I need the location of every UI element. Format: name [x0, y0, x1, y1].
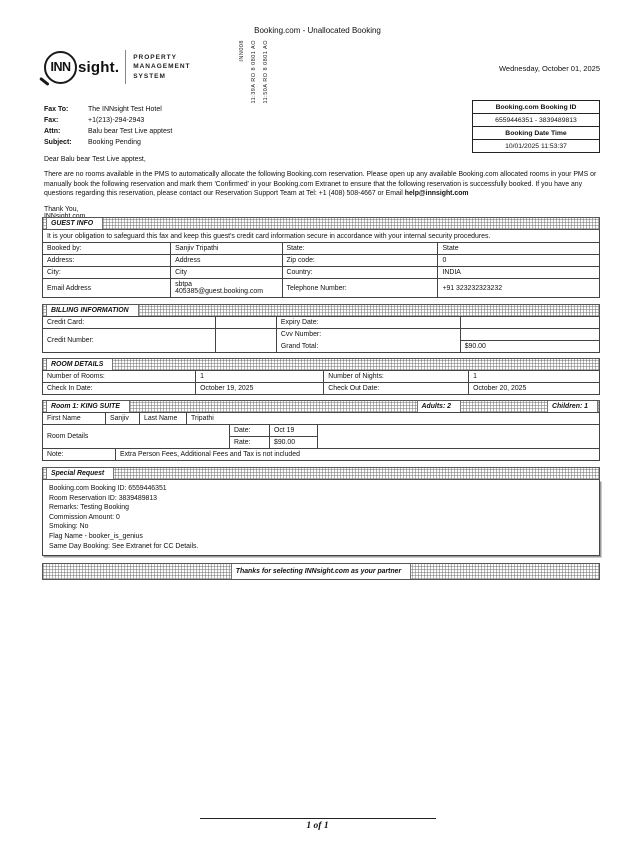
- first-name-label: First Name: [43, 413, 106, 425]
- table-row: [43, 413, 600, 425]
- billing-header: BILLING INFORMATION: [46, 305, 139, 316]
- booked-by-label: Booked by:: [43, 243, 171, 255]
- room1-section: [42, 400, 600, 461]
- date-value: Oct 19: [270, 425, 318, 437]
- guest-info-table: [42, 242, 600, 298]
- security-notice: It is your obligation to safeguard this fax and keep this guest's credit card information secure in accordance with your internal security procedures.: [42, 230, 600, 243]
- table-row: [43, 449, 600, 461]
- table-row: [43, 317, 600, 329]
- fax-header-row: [44, 104, 172, 115]
- booking-datetime-label: Booking Date Time: [473, 126, 599, 139]
- subject-value: Booking Pending: [88, 139, 141, 146]
- innsight-logo: [44, 50, 191, 84]
- credit-card-label: Credit Card:: [43, 317, 216, 329]
- booking-id-label: Booking.com Booking ID: [495, 103, 577, 111]
- note-value: Extra Person Fees, Additional Fees and Tax is not included: [116, 449, 600, 461]
- expiry-label: Expiry Date:: [276, 317, 460, 329]
- special-request-line: Smoking: No: [49, 523, 89, 531]
- city-value: City: [171, 267, 282, 279]
- zip-label: Zip code:: [282, 255, 438, 267]
- thanks-banner: [42, 563, 600, 580]
- checkin-value: October 19, 2025: [196, 383, 324, 395]
- fax-header-row: [44, 137, 172, 148]
- last-name-label: Last Name: [140, 413, 187, 425]
- credit-number-value: [215, 329, 276, 353]
- fax-number-label: Fax:: [44, 117, 59, 124]
- table-row: [43, 329, 600, 341]
- thanks-text: Thanks for selecting INNsight.com as your partner: [231, 564, 411, 579]
- phone-label: Telephone Number:: [282, 279, 438, 298]
- page-number: 1 of 1: [306, 821, 329, 831]
- fax-to-label: Fax To:: [44, 106, 69, 113]
- salutation: Dear Balu bear Test Live apptest,: [44, 156, 146, 163]
- fax-number-value: +1(213)-294-2943: [88, 117, 145, 124]
- fax-header-row: [44, 115, 172, 126]
- special-request-line: Remarks: Testing Booking: [49, 504, 129, 512]
- booking-id-box: [472, 100, 600, 153]
- rate-value: $90.00: [270, 437, 318, 449]
- fax-header-row: [44, 126, 172, 137]
- rate-spacer-cell: [318, 425, 600, 449]
- booking-id-value: 6559446351 - 3839489813: [473, 113, 599, 126]
- checkout-label: Check Out Date:: [324, 383, 469, 395]
- credit-card-value: [215, 317, 276, 329]
- billing-table: [42, 316, 600, 353]
- table-row: [43, 371, 600, 383]
- subject-label: Subject:: [44, 139, 72, 146]
- checkin-label: Check In Date:: [43, 383, 196, 395]
- logo-inn-text: INN: [44, 51, 77, 84]
- fax-header-block: [44, 104, 172, 148]
- fax-to-value: The INNsight Test Hotel: [88, 106, 162, 113]
- tagline-line: PROPERTY: [133, 53, 177, 61]
- special-request-line: Flag Name - booker_is_genius: [49, 532, 143, 540]
- rate-label: Rate:: [230, 437, 270, 449]
- logo-divider: [125, 50, 126, 84]
- checkout-value: October 20, 2025: [469, 383, 600, 395]
- email-label: Email Address: [43, 279, 171, 298]
- letter-body: [44, 156, 600, 220]
- table-row: [43, 255, 600, 267]
- num-rooms-label: Number of Rooms:: [43, 371, 196, 383]
- fax-stamp-line: INN008: [239, 40, 245, 62]
- table-row: [43, 267, 600, 279]
- email-value: sbtpa 405385@guest.booking.com: [171, 279, 282, 298]
- tagline-line: MANAGEMENT: [133, 63, 191, 71]
- special-request-header-bar: [42, 467, 600, 480]
- guest-info-section: [42, 217, 600, 298]
- cvv-value: [460, 329, 599, 341]
- zip-value: 0: [438, 255, 600, 267]
- letter-paragraph: [44, 170, 600, 199]
- logo-brand-text: sight.: [78, 58, 120, 76]
- table-row: [43, 243, 600, 255]
- note-label: Note:: [43, 449, 116, 461]
- fax-transmission-stamp: [239, 40, 269, 104]
- support-email: help@innsight.com: [404, 190, 469, 198]
- country-value: INDIA: [438, 267, 600, 279]
- tagline-line: SYSTEM: [133, 72, 166, 80]
- special-request-box: [42, 480, 600, 556]
- room-rate-table: [42, 424, 600, 449]
- letter-text: There are no rooms available in the PMS to automatically allocate the following Booking.com reservation. Please open up any available Booking.com allocated rooms in your PMS or manually book the following reservation and mark them 'Confirmed' in your Booking.com Extranet to ensure that the following reservation is successfully booked. If you have any questions regarding this reservation, please contact our Reservation Support Team at Tel: +1 (408) 508-4667 or Email: [44, 171, 597, 198]
- expiry-value: [460, 317, 599, 329]
- closing: Thank You,: [44, 205, 79, 213]
- attn-value: Balu bear Test Live apptest: [88, 128, 173, 135]
- fax-stamp-line: 11:50A RO 8 0801 AO: [263, 40, 269, 104]
- num-rooms-value: 1: [196, 371, 324, 383]
- billing-section: [42, 304, 600, 353]
- table-row: [43, 279, 600, 298]
- special-request-line: Same Day Booking: See Extranet for CC Details.: [49, 542, 199, 550]
- state-label: State:: [282, 243, 438, 255]
- country-label: Country:: [282, 267, 438, 279]
- special-request-line: Booking.com Booking ID: 6559446351: [49, 485, 167, 492]
- guest-info-header: GUEST INFO: [46, 218, 103, 229]
- num-nights-value: 1: [469, 371, 600, 383]
- booked-by-value: Sanjiv Tripathi: [171, 243, 282, 255]
- page-title: Booking.com - Unallocated Booking: [254, 26, 381, 35]
- footer-rule: [200, 818, 436, 819]
- phone-value: +91 323232323232: [438, 279, 600, 298]
- credit-number-label: Credit Number:: [43, 329, 216, 353]
- document-sections: [42, 217, 600, 580]
- last-name-value: Tripathi: [187, 413, 600, 425]
- room-details-label: Room Details: [43, 425, 230, 449]
- address-label: Address:: [43, 255, 171, 267]
- room-details-section: [42, 358, 600, 395]
- adults-badge: Adults: 2: [417, 401, 461, 412]
- address-value: Address: [171, 255, 282, 267]
- children-badge: Children: 1: [547, 401, 598, 412]
- room1-header: Room 1: KING SUITE: [46, 401, 130, 412]
- attn-label: Attn:: [44, 128, 61, 135]
- page-footer: [0, 818, 635, 831]
- table-row: [43, 425, 600, 437]
- special-request-section: [42, 467, 600, 556]
- state-value: State: [438, 243, 600, 255]
- document-date: Wednesday, October 01, 2025: [498, 64, 600, 73]
- grand-total-label: Grand Total:: [276, 341, 460, 353]
- first-name-value: Sanjiv: [106, 413, 140, 425]
- cvv-label: Cvv Number:: [276, 329, 460, 341]
- special-request-header: Special Request: [46, 468, 114, 479]
- room-details-header: ROOM DETAILS: [46, 359, 113, 370]
- table-row: [43, 383, 600, 395]
- grand-total-value: $90.00: [460, 341, 599, 353]
- city-label: City:: [43, 267, 171, 279]
- num-nights-label: Number of Nights:: [324, 371, 469, 383]
- note-table: [42, 448, 600, 461]
- logo-tagline: [133, 53, 190, 82]
- date-label: Date:: [230, 425, 270, 437]
- magnifier-icon: [44, 51, 77, 84]
- special-request-line: Room Reservation ID: 3839489813: [49, 494, 158, 502]
- guest-info-header-bar: [42, 217, 600, 230]
- booking-datetime-value: 10/01/2025 11:53:37: [473, 139, 599, 152]
- room-details-table: [42, 370, 600, 395]
- fax-stamp-line: 11:39A RO 8 0801 AO: [251, 40, 257, 104]
- special-request-line: Commission Amount: 0: [49, 513, 120, 521]
